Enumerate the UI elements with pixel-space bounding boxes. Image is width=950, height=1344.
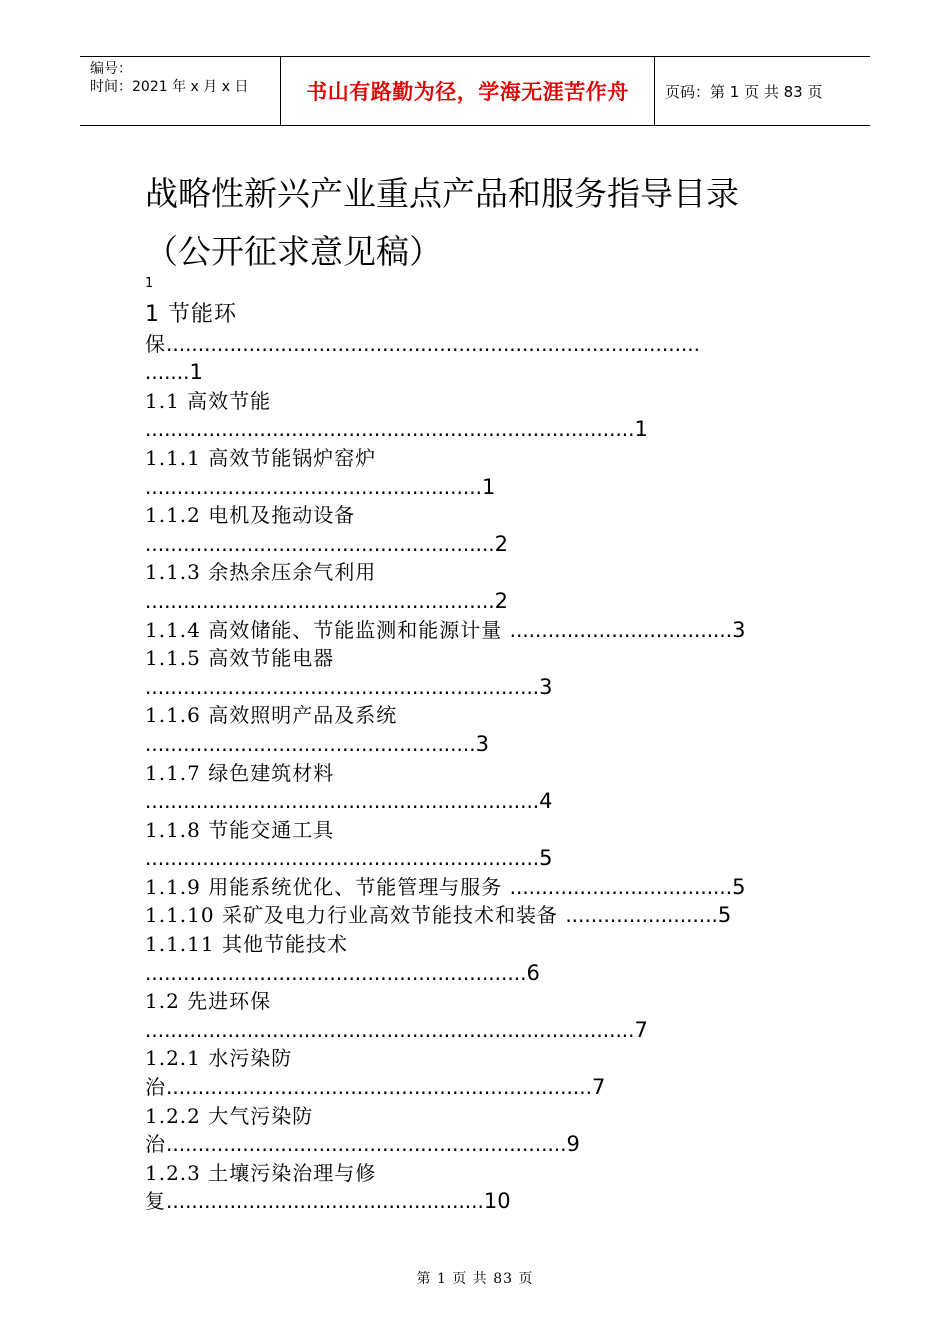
toc-row[interactable] — [145, 616, 825, 645]
toc-label: 1 节能环 — [145, 302, 237, 327]
toc-leader-dots: .............................................................. — [145, 789, 540, 814]
toc-page-number: 3 — [732, 617, 746, 642]
toc-page-number: 7 — [591, 1075, 606, 1100]
toc-row[interactable] — [145, 787, 825, 816]
toc-row[interactable] — [145, 673, 825, 702]
toc-label: 1.1.2 电机及拖动设备 — [145, 503, 356, 528]
toc-row[interactable] — [145, 816, 825, 845]
toc-row[interactable] — [145, 330, 825, 359]
toc-marker: 1 — [145, 276, 154, 291]
toc-leader-dots: ....................................................... — [145, 531, 495, 556]
toc-leader-dots: ............................................................................. — [145, 1017, 635, 1042]
document-title — [145, 165, 845, 281]
toc-row[interactable] — [145, 959, 825, 988]
toc-page-number: 2 — [494, 588, 509, 613]
toc-row[interactable] — [145, 844, 825, 873]
toc-row[interactable] — [145, 473, 825, 502]
toc-row[interactable] — [145, 730, 825, 759]
toc-leader-dots: ........................ — [565, 903, 718, 928]
title-line-2: （公开征求意见稿） — [145, 232, 442, 271]
toc-row[interactable] — [145, 1073, 825, 1102]
toc-page-number: 3 — [475, 731, 489, 756]
toc-page-number: 3 — [539, 674, 553, 699]
toc-label: 1.2.1 水污染防 — [145, 1046, 293, 1071]
toc-row[interactable] — [145, 501, 825, 530]
toc-leader-dots: ................................................................... — [166, 1075, 592, 1100]
toc-leader-dots: ............................................................ — [145, 960, 527, 985]
toc-page-number: 4 — [539, 789, 553, 814]
header-motto: 书山有路勤为径，学海无涯苦作舟 — [281, 57, 655, 125]
toc-label: 1.1.8 节能交通工具 — [145, 817, 335, 842]
toc-leader-dots: ............................................................... — [166, 1132, 567, 1157]
toc-row[interactable] — [145, 873, 825, 902]
toc-row[interactable] — [145, 558, 825, 587]
toc-label: 1.2.2 大气污染防 — [145, 1103, 314, 1128]
title-line-1: 战略性新兴产业重点产品和服务指导目录 — [145, 174, 739, 213]
toc-label: 1.1.4 高效储能、节能监测和能源计量 — [145, 617, 510, 642]
toc-leader-dots: ................................... — [509, 617, 733, 642]
toc-page-number: 5 — [717, 903, 732, 928]
toc-label: 1.1.7 绿色建筑材料 — [145, 760, 335, 785]
toc-row[interactable] — [145, 930, 825, 959]
toc-leader-dots: ............................................................................. — [145, 417, 635, 442]
toc-leader-dots: .............................................................. — [145, 674, 540, 699]
toc-row[interactable] — [145, 987, 825, 1016]
toc-label: 1.1.10 采矿及电力行业高效节能技术和装备 — [145, 903, 566, 928]
toc-page-number: 1 — [634, 417, 648, 442]
toc-label: 治 — [145, 1075, 166, 1100]
toc-row[interactable] — [145, 901, 825, 930]
toc-leader-dots: .................................................... — [145, 731, 476, 756]
toc-row[interactable] — [145, 644, 825, 673]
document-number-label: 编号： — [90, 61, 132, 77]
toc-row[interactable] — [145, 387, 825, 416]
toc-page-number: 5 — [732, 874, 746, 899]
toc-label: 1.1.1 高效节能锅炉窑炉 — [145, 445, 377, 470]
toc-row[interactable] — [145, 1130, 825, 1159]
document-date: 时间：2021 年 x 月 x 日 — [90, 79, 249, 95]
toc-row[interactable] — [145, 1016, 825, 1045]
toc-page-number: 10 — [483, 1189, 511, 1214]
toc-label: 1.2 先进环保 — [145, 989, 272, 1014]
toc-label: 1.1 高效节能 — [145, 388, 272, 413]
toc-row[interactable] — [145, 1159, 825, 1188]
toc-row[interactable] — [145, 415, 825, 444]
header-meta-cell — [80, 57, 281, 125]
toc-page-number: 6 — [526, 960, 540, 985]
toc-label: 1.1.6 高效照明产品及系统 — [145, 703, 398, 728]
toc-label: 复 — [145, 1189, 166, 1214]
toc-page-number: 7 — [634, 1017, 648, 1042]
toc-row[interactable] — [145, 358, 825, 387]
header-page-info: 页码：第 1 页 共 83 页 — [665, 82, 823, 101]
toc-page-number: 1 — [481, 474, 496, 499]
table-of-contents — [145, 300, 825, 1216]
toc-row[interactable] — [145, 1044, 825, 1073]
toc-label: 治 — [145, 1132, 166, 1157]
toc-leader-dots: ....................................................... — [145, 588, 495, 613]
toc-label: 1.1.5 高效节能电器 — [145, 646, 335, 671]
toc-row[interactable] — [145, 300, 825, 330]
toc-row[interactable] — [145, 1102, 825, 1131]
toc-leader-dots: ....... — [145, 360, 190, 385]
toc-page-number: 9 — [566, 1132, 580, 1157]
toc-row[interactable] — [145, 1187, 825, 1216]
toc-row[interactable] — [145, 530, 825, 559]
toc-row[interactable] — [145, 587, 825, 616]
toc-leader-dots: .................................................. — [166, 1189, 484, 1214]
toc-label: 1.1.11 其他节能技术 — [145, 932, 348, 957]
header-table — [80, 56, 870, 126]
toc-row[interactable] — [145, 759, 825, 788]
toc-label: 1.2.3 土壤污染治理与修 — [145, 1160, 377, 1185]
toc-page-number: 1 — [189, 360, 203, 385]
toc-label: 1.1.9 用能系统优化、节能管理与服务 — [145, 874, 510, 899]
toc-leader-dots: ..................................................... — [145, 474, 482, 499]
toc-label: 1.1.3 余热余压余气利用 — [145, 560, 377, 585]
page-footer: 第 1 页 共 83 页 — [416, 1271, 534, 1287]
toc-row[interactable] — [145, 701, 825, 730]
toc-leader-dots: .................................................................................... — [166, 331, 701, 356]
toc-leader-dots: ................................... — [509, 874, 733, 899]
toc-label: 保 — [145, 331, 166, 356]
toc-row[interactable] — [145, 444, 825, 473]
toc-leader-dots: .............................................................. — [145, 846, 540, 871]
toc-page-number: 2 — [494, 531, 509, 556]
toc-page-number: 5 — [539, 846, 553, 871]
